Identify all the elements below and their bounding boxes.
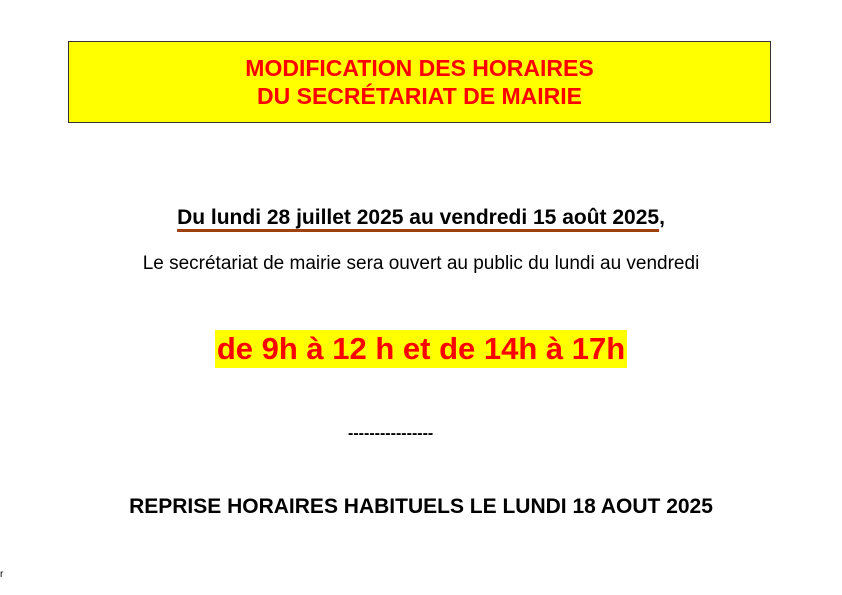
separator-dashes: ---------------- [348, 425, 434, 442]
notice-title-line-1: MODIFICATION DES HORAIRES [245, 55, 594, 81]
notice-title-line-2: DU SECRÉTARIAT DE MAIRIE [257, 83, 582, 109]
notice-title-box [68, 41, 771, 123]
date-range-punctuation: , [659, 206, 665, 229]
resume-hours-text: REPRISE HORAIRES HABITUELS LE LUNDI 18 AOUT 2025 [129, 495, 713, 518]
opening-hours-block [0, 330, 842, 368]
corner-mark: r [0, 569, 4, 580]
opening-intro-text: Le secrétariat de mairie sera ouvert au public du lundi au vendredi [142, 253, 700, 274]
opening-hours-text: de 9h à 12 h et de 14h à 17h [216, 331, 626, 366]
date-range-text: Du lundi 28 juillet 2025 au vendredi 15 août 2025 [177, 206, 660, 229]
date-range-line [0, 205, 842, 231]
